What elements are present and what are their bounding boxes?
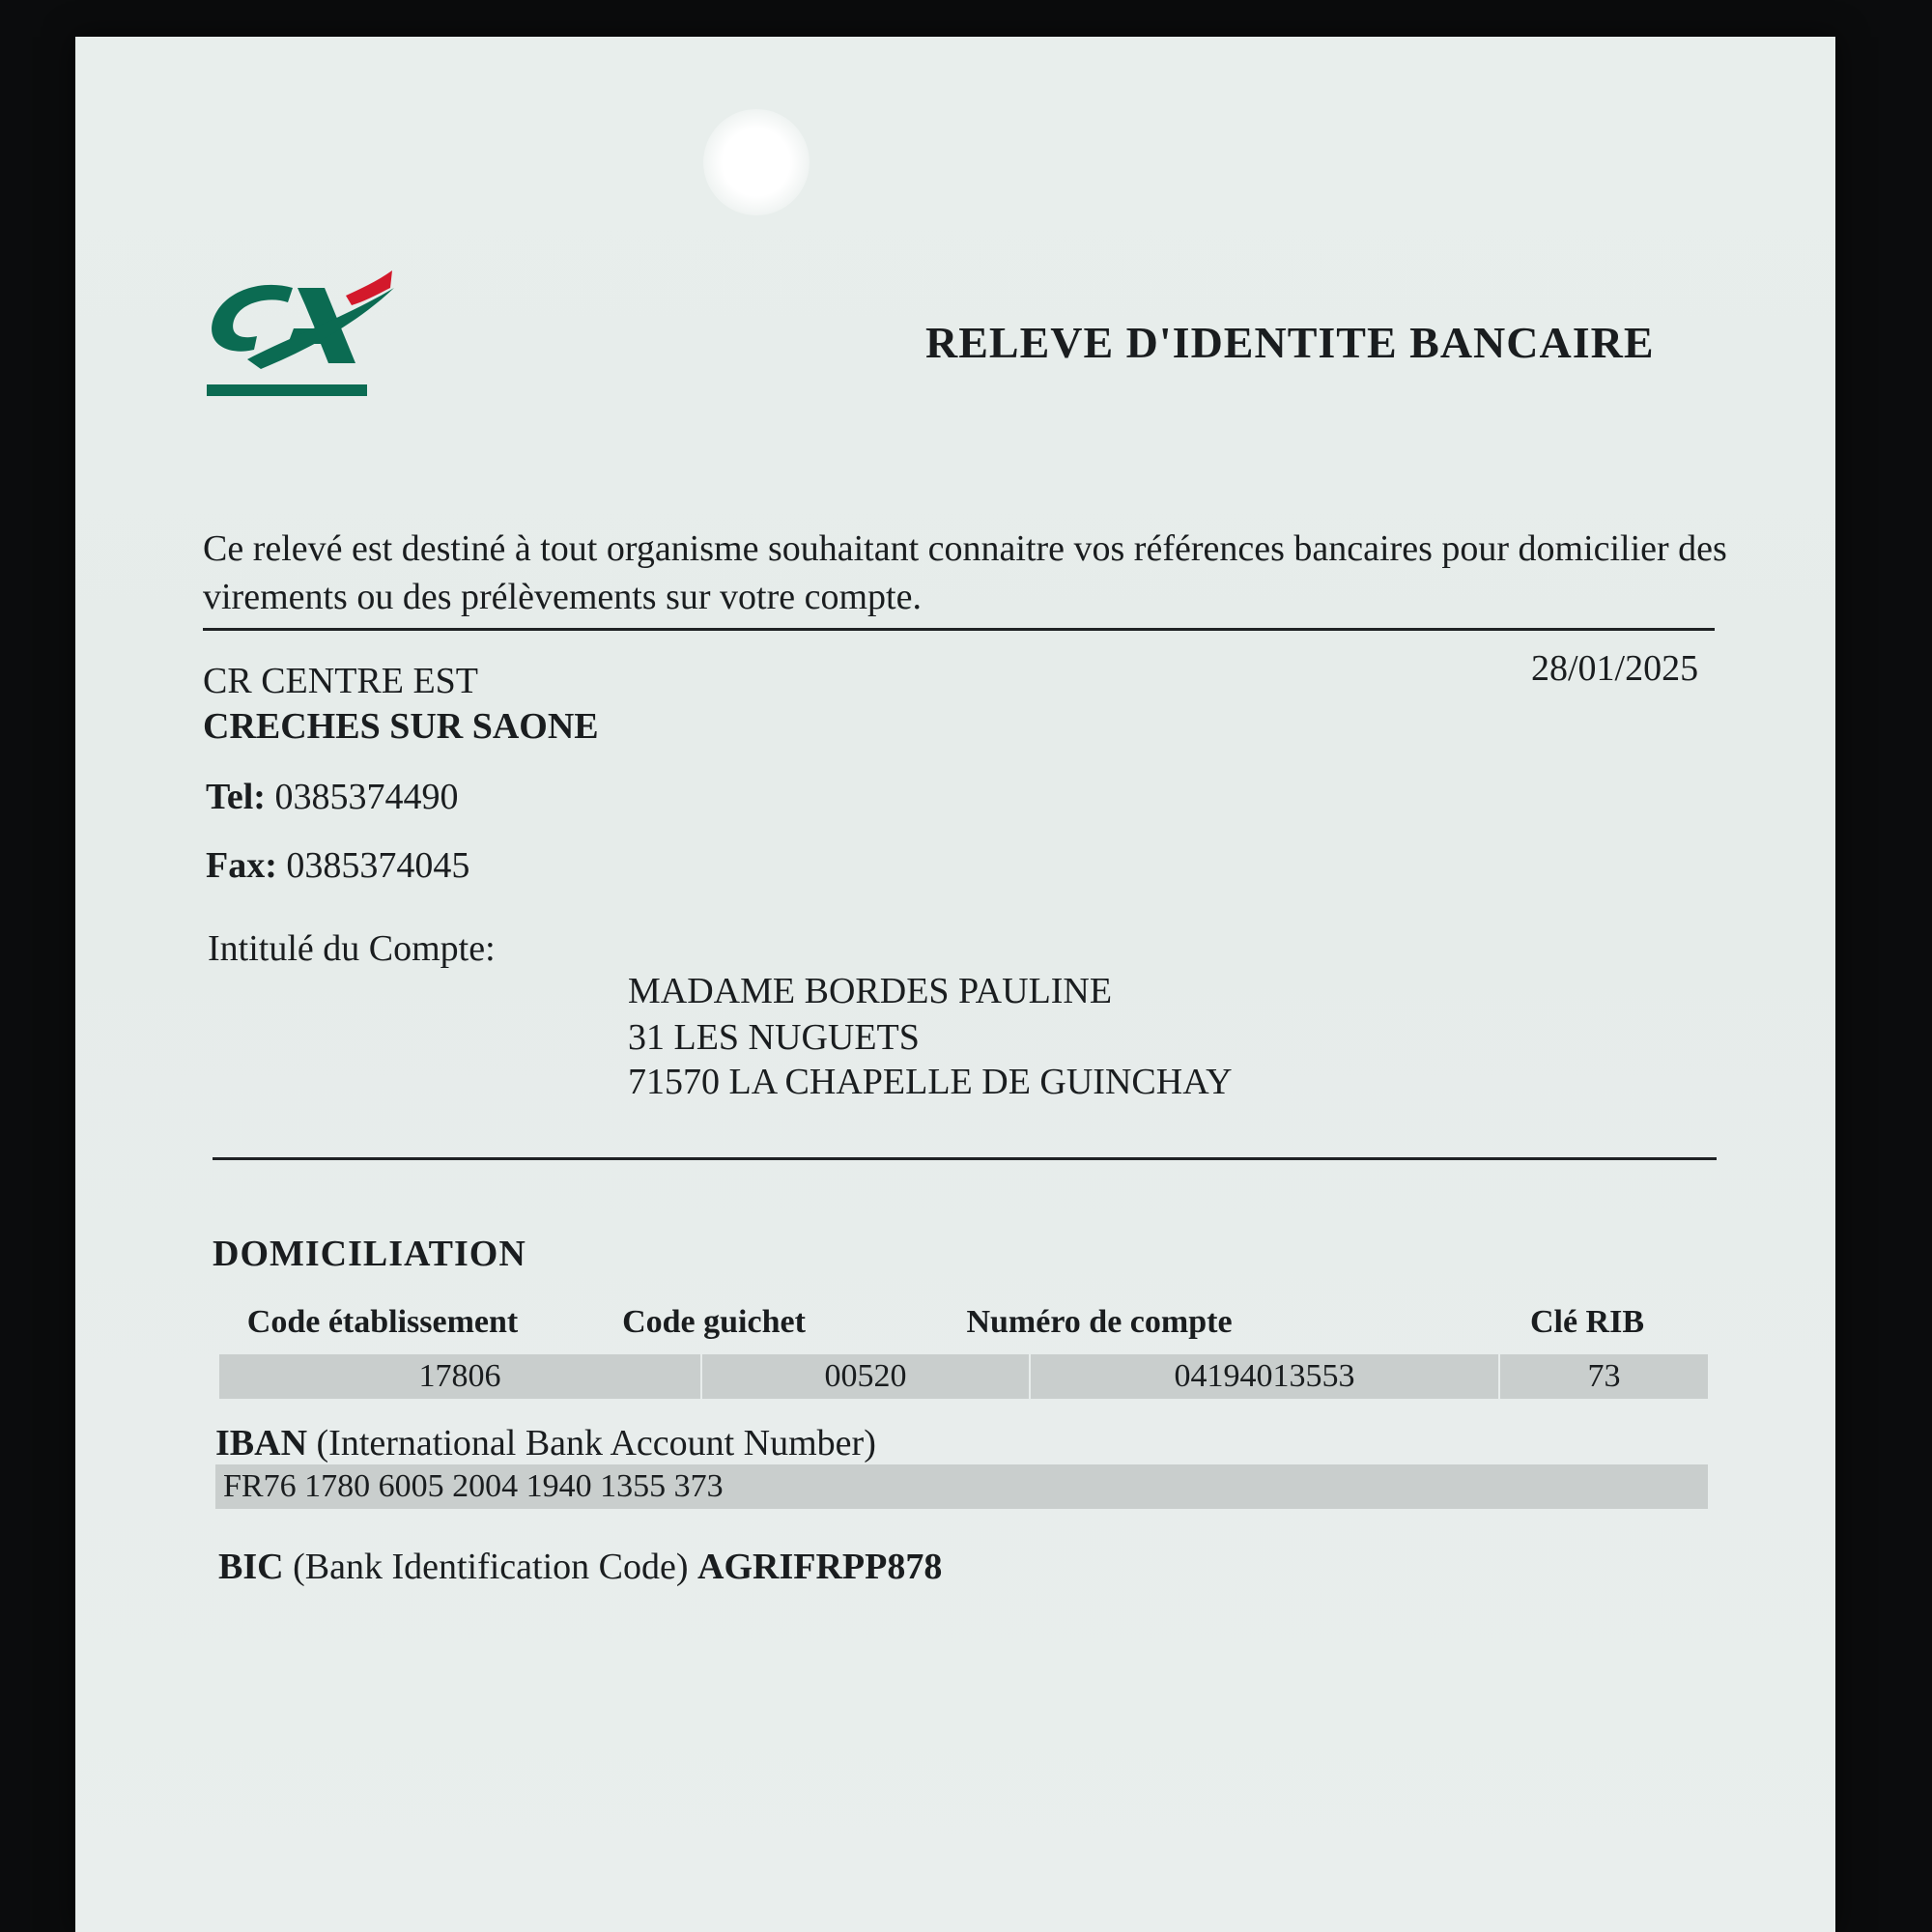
value-cle-rib: 73	[1500, 1354, 1708, 1399]
bic-line	[218, 1546, 942, 1588]
account-holder-label: Intitulé du Compte:	[208, 928, 496, 969]
agency-fax	[206, 844, 469, 887]
credit-agricole-logo	[201, 249, 394, 413]
value-numero-compte: 04194013553	[1031, 1354, 1498, 1399]
domiciliation-title: DOMICILIATION	[213, 1234, 526, 1274]
bic-label: BIC	[218, 1547, 284, 1587]
tel-label: Tel:	[206, 777, 266, 817]
agency-branch: CRECHES SUR SAONE	[203, 706, 599, 747]
header-code-guichet: Code guichet	[622, 1304, 806, 1340]
fax-label: Fax:	[206, 845, 277, 886]
divider-bottom	[213, 1157, 1717, 1160]
document-title: RELEVE D'IDENTITE BANCAIRE	[925, 318, 1655, 367]
header-cle-rib: Clé RIB	[1529, 1304, 1645, 1340]
header-code-etablissement: Code établissement	[246, 1304, 519, 1340]
account-holder-address-line1: 31 LES NUGUETS	[628, 1017, 920, 1058]
value-code-guichet: 00520	[702, 1354, 1029, 1399]
divider-top	[203, 628, 1715, 631]
bic-description: (Bank Identification Code)	[293, 1547, 689, 1587]
bic-value: AGRIFRPP878	[697, 1547, 943, 1587]
tel-number: 0385374490	[274, 777, 459, 817]
fax-number: 0385374045	[286, 845, 470, 886]
iban-description: (International Bank Account Number)	[316, 1423, 876, 1463]
agency-region: CR CENTRE EST	[203, 661, 479, 701]
account-holder-address-line2: 71570 LA CHAPELLE DE GUINCHAY	[628, 1062, 1233, 1102]
value-code-etablissement: 17806	[219, 1354, 700, 1399]
statement-date: 28/01/2025	[1531, 648, 1699, 689]
document-screen	[75, 37, 1835, 1932]
header-numero-compte: Numéro de compte	[966, 1304, 1233, 1340]
iban-label-line	[215, 1422, 876, 1464]
intro-text: Ce relevé est destiné à tout organisme souhaitant connaitre vos références bancaires pour domicilier des virements ou des prélèvements sur votre compte.	[203, 528, 1727, 617]
iban-value: FR76 1780 6005 2004 1940 1355 373	[215, 1464, 1708, 1509]
account-holder-name: MADAME BORDES PAULINE	[628, 971, 1113, 1011]
agency-tel	[206, 776, 458, 818]
iban-label: IBAN	[215, 1423, 308, 1463]
light-glare	[703, 109, 810, 215]
